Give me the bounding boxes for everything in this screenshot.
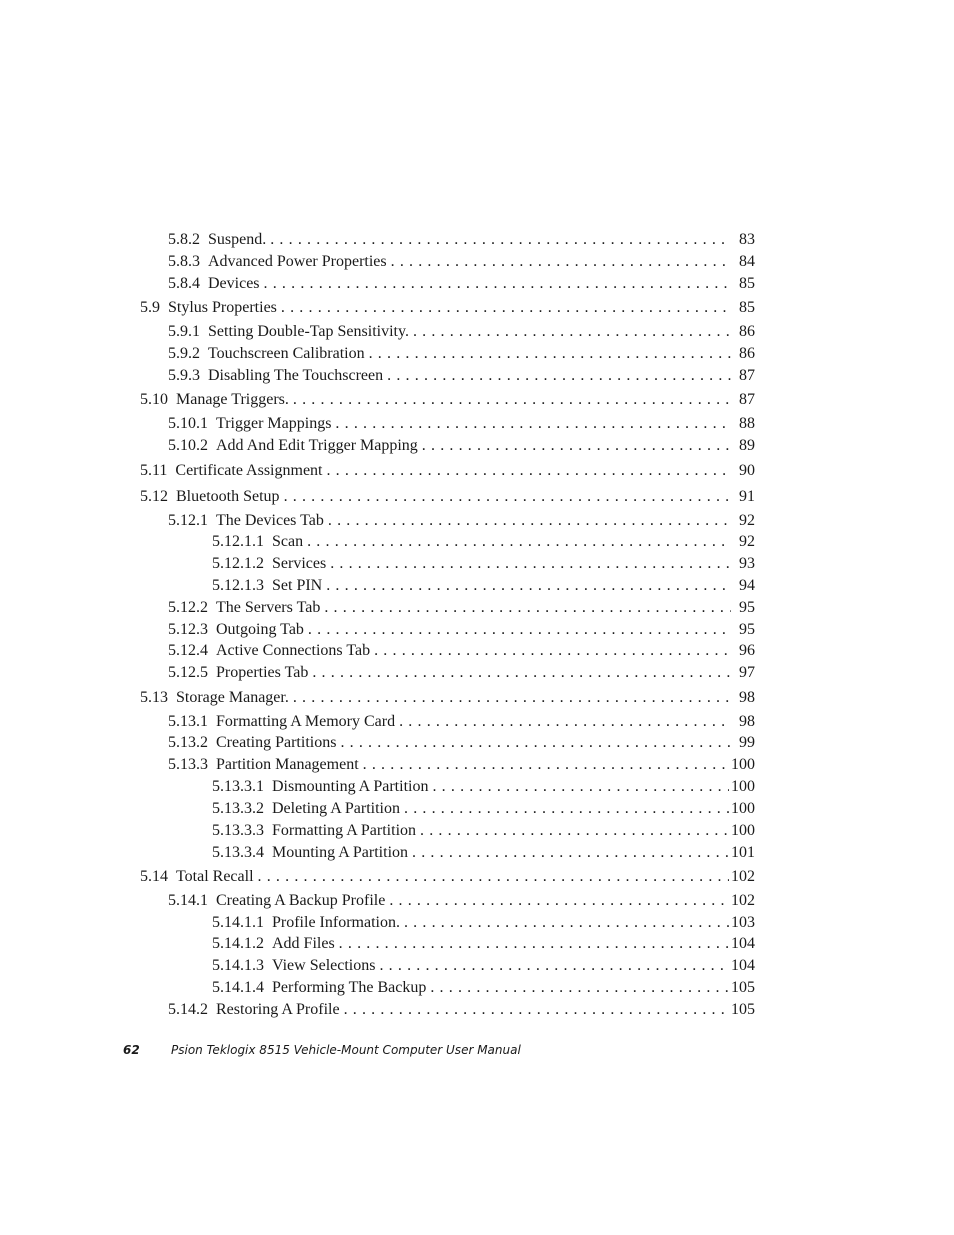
toc-entry-number: 5.14.2 (168, 1001, 208, 1018)
toc-dot-leader (264, 274, 731, 294)
toc-entry-page: 101 (731, 844, 755, 861)
toc-entry-page: 100 (731, 822, 755, 839)
toc-entry-title: The Devices Tab (216, 512, 324, 529)
toc-entry-title: Creating A Backup Profile (216, 892, 386, 909)
toc-entry[interactable] (140, 298, 755, 318)
toc-entry-page: 100 (731, 778, 755, 795)
toc-entry[interactable] (212, 821, 755, 841)
toc-dot-leader (339, 934, 729, 954)
toc-entry-title: Deleting A Partition (272, 800, 400, 817)
toc-entry[interactable] (168, 230, 755, 250)
toc-entry[interactable] (168, 252, 755, 272)
toc-dot-leader (404, 799, 729, 819)
toc-entry-number: 5.8.2 (168, 231, 200, 248)
toc-entry-title: Services (272, 555, 327, 572)
toc-dot-leader (293, 390, 731, 410)
toc-entry-number: 5.13.3 (168, 756, 208, 773)
toc-entry-number: 5.9.1 (168, 323, 200, 340)
toc-entry[interactable] (212, 913, 755, 933)
toc-entry-page: 86 (739, 345, 755, 362)
toc-entry-page: 100 (731, 800, 755, 817)
toc-dot-leader (432, 777, 729, 797)
toc-entry-page: 94 (739, 577, 755, 594)
toc-entry-page: 91 (739, 488, 755, 505)
toc-entry-title: The Servers Tab (216, 599, 321, 616)
toc-entry-title: Manage Triggers. (176, 391, 289, 408)
toc-entry-number: 5.13.3.1 (212, 778, 264, 795)
toc-dot-leader (307, 532, 731, 552)
toc-entry[interactable] (168, 641, 755, 661)
toc-entry[interactable] (212, 777, 755, 797)
toc-entry-title: Setting Double-Tap Sensitivity. (208, 323, 409, 340)
toc-entry-page: 98 (739, 713, 755, 730)
toc-entry-title: Set PIN (272, 577, 323, 594)
toc-entry-page: 98 (739, 689, 755, 706)
toc-entry[interactable] (168, 712, 755, 732)
toc-dot-leader (326, 576, 731, 596)
toc-entry-number: 5.13.3.3 (212, 822, 264, 839)
toc-entry-page: 86 (739, 323, 755, 340)
toc-entry-title: Advanced Power Properties (208, 253, 387, 270)
toc-entry-title: Profile Information. (272, 914, 400, 931)
toc-entry[interactable] (168, 511, 755, 531)
toc-entry-title: Performing The Backup (272, 979, 427, 996)
toc-dot-leader (326, 461, 731, 481)
toc-entry-number: 5.10.1 (168, 415, 208, 432)
toc-entry[interactable] (168, 620, 755, 640)
toc-entry-page: 105 (731, 979, 755, 996)
toc-entry-title: Add Files (272, 935, 335, 952)
toc-dot-leader (399, 712, 731, 732)
toc-entry-number: 5.9 (140, 299, 160, 316)
toc-entry-title: Formatting A Partition (272, 822, 417, 839)
toc-entry-number: 5.14 (140, 868, 168, 885)
toc-entry-title: Storage Manager. (176, 689, 289, 706)
toc-dot-leader (363, 755, 729, 775)
toc-entry-page: 100 (731, 756, 755, 773)
toc-dot-leader (422, 436, 731, 456)
toc-entry-title: Disabling The Touchscreen (208, 367, 384, 384)
toc-entry-page: 88 (739, 415, 755, 432)
toc-entry-page: 103 (731, 914, 755, 931)
toc-entry-page: 102 (731, 868, 755, 885)
toc-entry[interactable] (168, 733, 755, 753)
toc-entry-title: Restoring A Profile (216, 1001, 340, 1018)
toc-dot-leader (387, 366, 731, 386)
toc-entry-number: 5.8.4 (168, 275, 200, 292)
toc-entry-title: Creating Partitions (216, 734, 337, 751)
toc-entry-number: 5.12.4 (168, 642, 208, 659)
toc-dot-leader (379, 956, 729, 976)
toc-entry-number: 5.9.2 (168, 345, 200, 362)
toc-entry-page: 105 (731, 1001, 755, 1018)
toc-entry-page: 89 (739, 437, 755, 454)
toc-entry-number: 5.12.1.3 (212, 577, 264, 594)
toc-entry-title: Dismounting A Partition (272, 778, 429, 795)
toc-entry[interactable] (168, 891, 755, 911)
footer-manual-title: Psion Teklogix 8515 Vehicle-Mount Computer User Manual (171, 1043, 521, 1057)
toc-entry-number: 5.12 (140, 488, 168, 505)
toc-entry[interactable] (212, 956, 755, 976)
toc-entry-page: 85 (739, 299, 755, 316)
toc-entry-page: 84 (739, 253, 755, 270)
toc-dot-leader (340, 733, 731, 753)
toc-entry-number: 5.13.3.4 (212, 844, 264, 861)
toc-entry-page: 96 (739, 642, 755, 659)
toc-entry[interactable] (168, 663, 755, 683)
toc-entry-title: Properties Tab (216, 664, 309, 681)
toc-entry-number: 5.13 (140, 689, 168, 706)
toc-entry-page: 99 (739, 734, 755, 751)
toc-dot-leader (258, 867, 729, 887)
toc-entry-page: 104 (731, 957, 755, 974)
toc-entry-number: 5.14.1 (168, 892, 208, 909)
toc-dot-leader (324, 598, 731, 618)
toc-entry-number: 5.12.2 (168, 599, 208, 616)
toc-entry-title: Active Connections Tab (216, 642, 371, 659)
toc-entry-number: 5.9.3 (168, 367, 200, 384)
toc-dot-leader (420, 821, 729, 841)
toc-entry[interactable] (168, 344, 755, 364)
toc-entry[interactable] (212, 934, 755, 954)
toc-dot-leader (281, 298, 731, 318)
toc-entry-number: 5.12.5 (168, 664, 208, 681)
toc-dot-leader (413, 322, 731, 342)
toc-dot-leader (430, 978, 729, 998)
toc-entry-number: 5.11 (140, 462, 168, 479)
toc-dot-leader (308, 620, 731, 640)
toc-entry-page: 97 (739, 664, 755, 681)
toc-entry-page: 92 (739, 512, 755, 529)
toc-dot-leader (391, 252, 731, 272)
toc-entry-page: 85 (739, 275, 755, 292)
toc-dot-leader (284, 487, 731, 507)
toc-entry-title: Devices (208, 275, 260, 292)
toc-dot-leader (374, 641, 731, 661)
toc-entry-number: 5.14.1.1 (212, 914, 264, 931)
toc-entry-number: 5.12.3 (168, 621, 208, 638)
toc-entry-title: Add And Edit Trigger Mapping (216, 437, 418, 454)
toc-entry-page: 87 (739, 367, 755, 384)
toc-entry[interactable] (140, 390, 755, 410)
toc-dot-leader (312, 663, 731, 683)
toc-entry[interactable] (212, 843, 755, 863)
toc-entry-number: 5.8.3 (168, 253, 200, 270)
toc-entry-title: Formatting A Memory Card (216, 713, 396, 730)
toc-entry-title: Outgoing Tab (216, 621, 304, 638)
toc-entry[interactable] (168, 1000, 755, 1020)
toc-entry-number: 5.13.3.2 (212, 800, 264, 817)
toc-entry[interactable] (168, 274, 755, 294)
footer-page-number: 62 (123, 1043, 140, 1057)
toc-entry-page: 87 (739, 391, 755, 408)
toc-entry-title: Scan (272, 533, 304, 550)
toc-entry-page: 104 (731, 935, 755, 952)
toc-entry-number: 5.13.1 (168, 713, 208, 730)
toc-dot-leader (404, 913, 729, 933)
toc-entry-title: Bluetooth Setup (176, 488, 280, 505)
toc-entry-title: Certificate Assignment (175, 462, 323, 479)
toc-entry-number: 5.12.1 (168, 512, 208, 529)
page-footer (123, 1043, 521, 1057)
toc-entry-title: Total Recall (176, 868, 254, 885)
toc-entry-title: Partition Management (216, 756, 359, 773)
toc-entry[interactable] (140, 461, 755, 481)
toc-entry-number: 5.14.1.2 (212, 935, 264, 952)
toc-entry-number: 5.10.2 (168, 437, 208, 454)
toc-dot-leader (369, 344, 731, 364)
toc-entry-page: 95 (739, 599, 755, 616)
toc-entry[interactable] (168, 598, 755, 618)
toc-entry[interactable] (168, 755, 755, 775)
toc-dot-leader (344, 1000, 729, 1020)
toc-dot-leader (389, 891, 729, 911)
toc-dot-leader (293, 688, 731, 708)
toc-entry-title: Trigger Mappings (216, 415, 332, 432)
toc-entry-title: Stylus Properties (168, 299, 277, 316)
toc-entry-page: 83 (739, 231, 755, 248)
toc-dot-leader (412, 843, 729, 863)
toc-entry[interactable] (168, 366, 755, 386)
toc-dot-leader (270, 230, 731, 250)
toc-entry[interactable] (212, 799, 755, 819)
toc-entry-title: Touchscreen Calibration (208, 345, 365, 362)
toc-entry[interactable] (168, 436, 755, 456)
toc-entry[interactable] (212, 532, 755, 552)
toc-entry-title: View Selections (272, 957, 376, 974)
toc-dot-leader (330, 554, 731, 574)
toc-entry-page: 92 (739, 533, 755, 550)
toc-entry-number: 5.12.1.2 (212, 555, 264, 572)
toc-entry[interactable] (212, 554, 755, 574)
toc-entry[interactable] (140, 688, 755, 708)
toc-entry-number: 5.13.2 (168, 734, 208, 751)
toc-dot-leader (335, 414, 731, 434)
toc-entry-number: 5.10 (140, 391, 168, 408)
toc-entry[interactable] (168, 322, 755, 342)
toc-entry-number: 5.14.1.4 (212, 979, 264, 996)
toc-entry-title: Suspend. (208, 231, 267, 248)
toc-entry-page: 93 (739, 555, 755, 572)
toc-entry[interactable] (212, 576, 755, 596)
toc-dot-leader (328, 511, 731, 531)
toc-entry-page: 90 (739, 462, 755, 479)
toc-entry-number: 5.14.1.3 (212, 957, 264, 974)
toc-entry-page: 102 (731, 892, 755, 909)
toc-entry[interactable] (140, 487, 755, 507)
toc-entry-page: 95 (739, 621, 755, 638)
toc-entry[interactable] (168, 414, 755, 434)
toc-entry-title: Mounting A Partition (272, 844, 409, 861)
toc-entry-number: 5.12.1.1 (212, 533, 264, 550)
toc-entry[interactable] (140, 867, 755, 887)
toc-entry[interactable] (212, 978, 755, 998)
